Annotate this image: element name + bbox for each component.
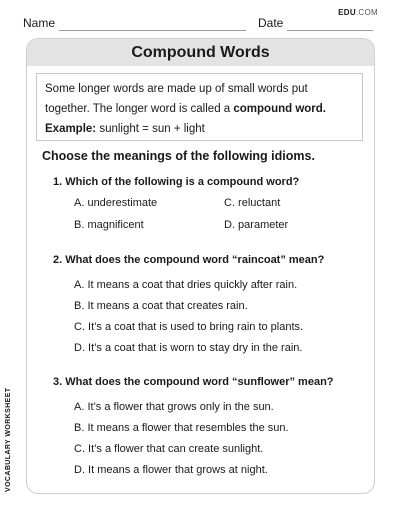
name-line — [59, 30, 246, 31]
q3-option-a[interactable]: A. It’s a flower that grows only in the sun. — [74, 401, 274, 413]
q2-option-b[interactable]: B. It means a coat that creates rain. — [74, 300, 248, 312]
q2-option-d[interactable]: D. It’s a coat that is worn to stay dry in the rain. — [74, 342, 303, 354]
date-label: Date — [258, 16, 284, 30]
header-row — [23, 14, 373, 34]
q3-option-b[interactable]: B. It means a flower that resembles the sun. — [74, 422, 289, 434]
logo: EDU.COM — [338, 8, 378, 17]
vocabulary-worksheet-label: VOCABULARY WORKSHEET — [5, 387, 12, 492]
worksheet-panel — [26, 38, 375, 494]
q3-option-d[interactable]: D. It means a flower that grows at night. — [74, 464, 268, 476]
question-1: 1. Which of the following is a compound word? — [53, 176, 300, 188]
q1-option-c[interactable]: C. reluctant — [224, 197, 281, 209]
name-label: Name — [23, 16, 56, 30]
intro-example: Example: sunlight = sun + light — [45, 123, 205, 135]
intro-line-2: together. The longer word is called a compound word. — [45, 103, 327, 115]
intro-box — [36, 73, 363, 141]
q1-option-d[interactable]: D. parameter — [224, 219, 289, 231]
question-3: 3. What does the compound word “sunflower” mean? — [53, 376, 334, 388]
q2-option-a[interactable]: A. It means a coat that dries quickly after rain. — [74, 279, 298, 291]
instruction-text: Choose the meanings of the following idioms. — [42, 149, 315, 163]
question-2: 2. What does the compound word “raincoat” mean? — [53, 254, 325, 266]
q1-option-b[interactable]: B. magnificent — [74, 219, 144, 231]
date-line — [287, 30, 373, 31]
q1-option-a[interactable]: A. underestimate — [74, 197, 158, 209]
worksheet-title: Compound Words — [27, 39, 374, 66]
intro-line-1: Some longer words are made up of small words put — [45, 83, 308, 95]
q2-option-c[interactable]: C. It’s a coat that is used to bring rain to plants. — [74, 321, 304, 333]
q3-option-c[interactable]: C. It’s a flower that can create sunlight. — [74, 443, 264, 455]
